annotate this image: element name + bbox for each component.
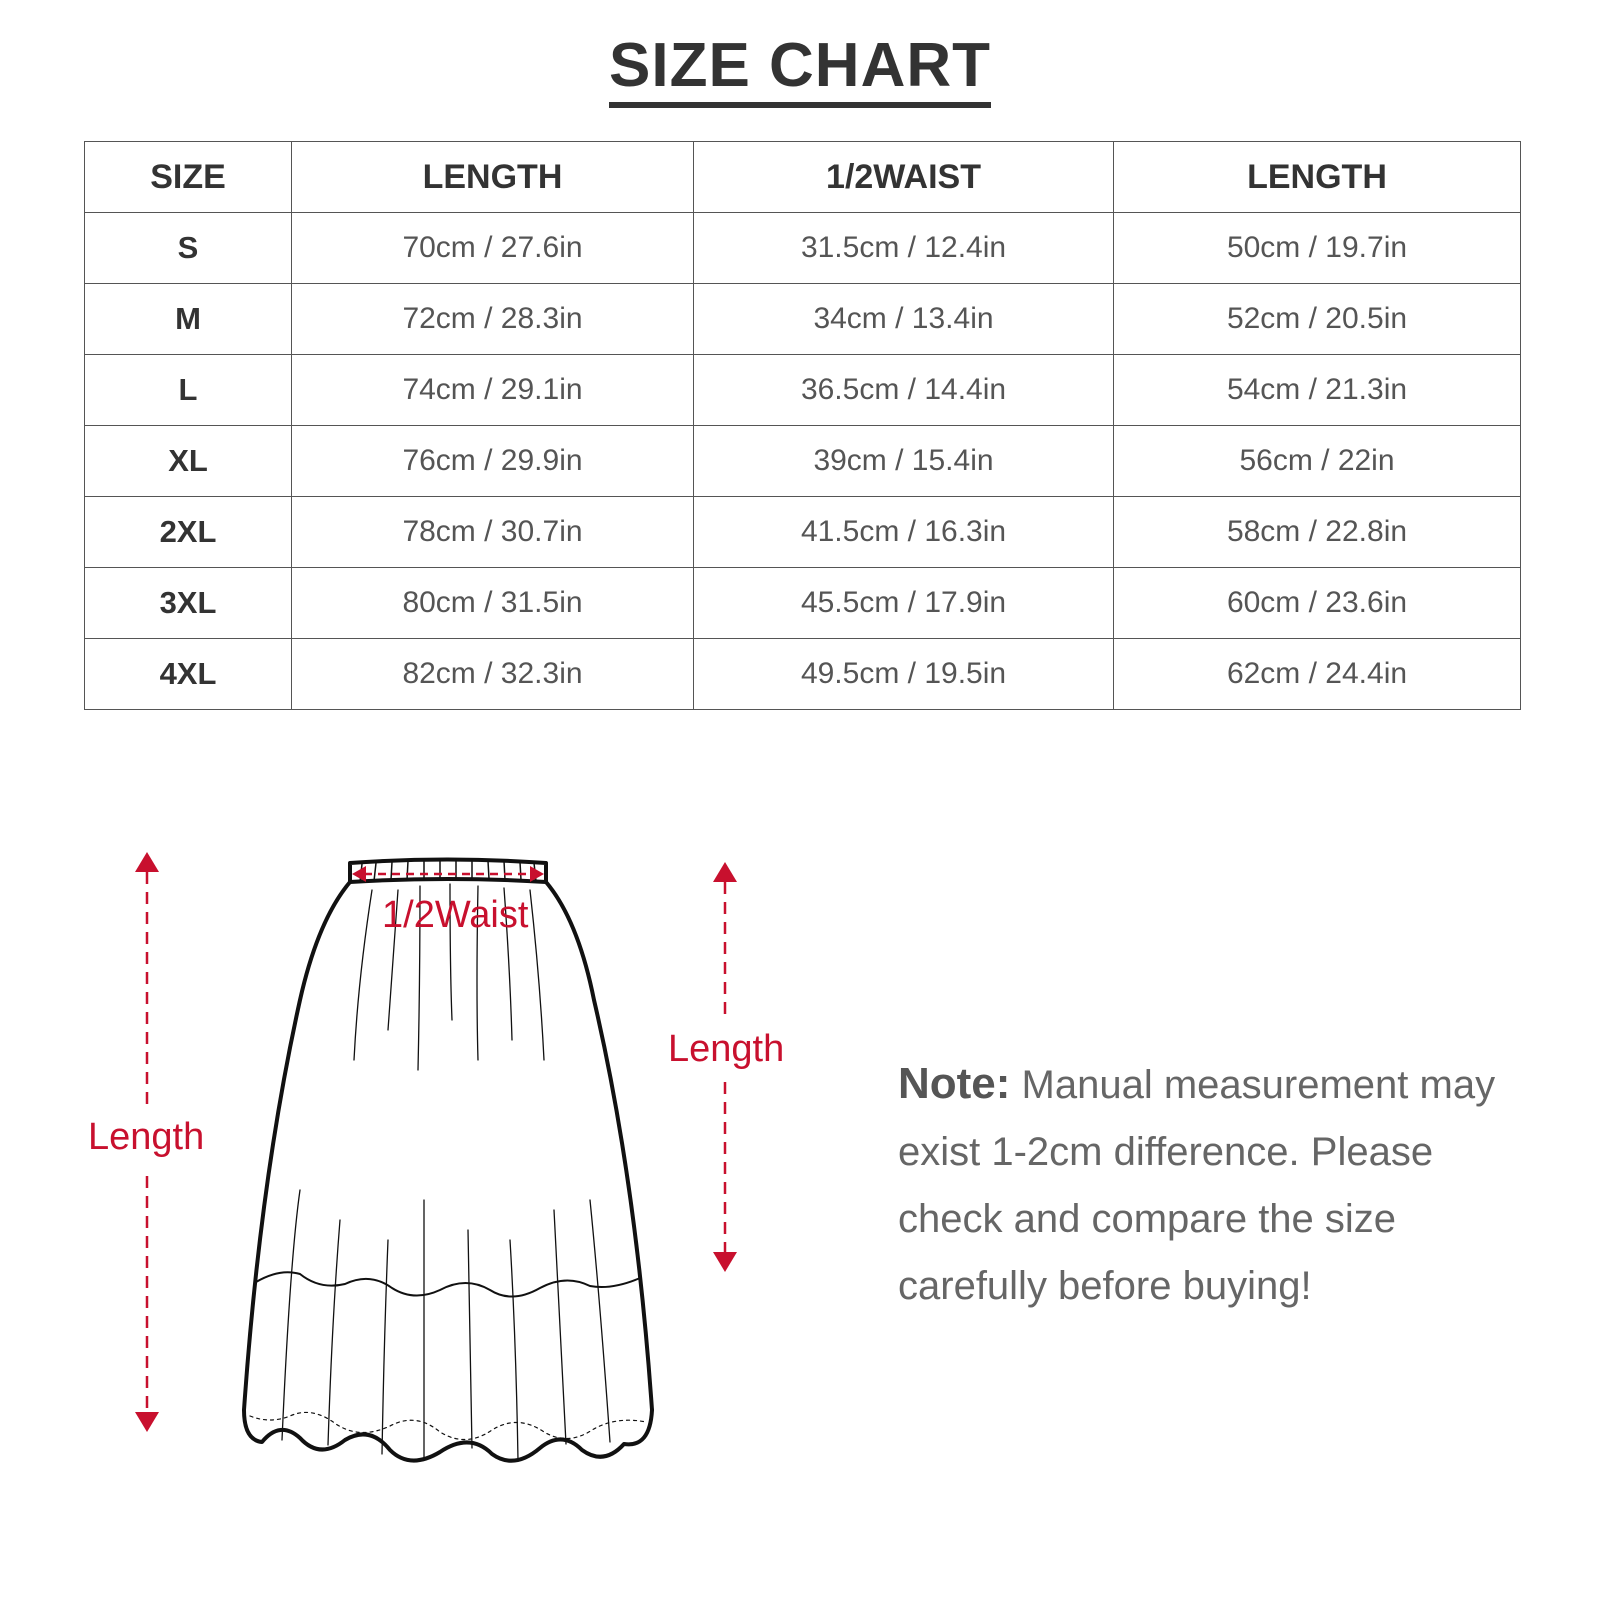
table-row (85, 213, 1521, 284)
note-text: Manual measurement may exist 1-2cm difference. Please check and compare the size carefully before buying! (898, 1063, 1496, 1308)
title-text: SIZE CHART (609, 31, 991, 108)
header-length: LENGTH (292, 142, 694, 213)
length-2-cell: 58cm / 22.8in (1114, 497, 1521, 568)
length-2-cell: 60cm / 23.6in (1114, 568, 1521, 639)
measurement-note (898, 1050, 1518, 1320)
table-row (85, 497, 1521, 568)
header-size: SIZE (85, 142, 292, 213)
size-cell: 4XL (85, 639, 292, 710)
length-cell: 70cm / 27.6in (292, 213, 694, 284)
table-row (85, 568, 1521, 639)
length-cell: 76cm / 29.9in (292, 426, 694, 497)
length-2-cell: 54cm / 21.3in (1114, 355, 1521, 426)
waist-cell: 41.5cm / 16.3in (694, 497, 1114, 568)
waist-cell: 31.5cm / 12.4in (694, 213, 1114, 284)
size-table (84, 141, 1521, 710)
table-row (85, 426, 1521, 497)
table-row (85, 355, 1521, 426)
waist-cell: 45.5cm / 17.9in (694, 568, 1114, 639)
length-2-cell: 52cm / 20.5in (1114, 284, 1521, 355)
waist-cell: 49.5cm / 19.5in (694, 639, 1114, 710)
length-cell: 80cm / 31.5in (292, 568, 694, 639)
half-waist-label: 1/2Waist (382, 894, 529, 936)
waist-cell: 39cm / 15.4in (694, 426, 1114, 497)
waist-cell: 36.5cm / 14.4in (694, 355, 1114, 426)
length-cell: 74cm / 29.1in (292, 355, 694, 426)
size-cell: L (85, 355, 292, 426)
waist-cell: 34cm / 13.4in (694, 284, 1114, 355)
length-cell: 82cm / 32.3in (292, 639, 694, 710)
length-2-cell: 50cm / 19.7in (1114, 213, 1521, 284)
table-header-row (85, 142, 1521, 213)
length-2-cell: 62cm / 24.4in (1114, 639, 1521, 710)
size-cell: 3XL (85, 568, 292, 639)
size-cell: M (85, 284, 292, 355)
table-row (85, 639, 1521, 710)
note-lead: Note: (898, 1059, 1011, 1108)
length-cell: 72cm / 28.3in (292, 284, 694, 355)
length-label-right: Length (668, 1028, 785, 1070)
header-half-waist: 1/2WAIST (694, 142, 1114, 213)
skirt-diagram (0, 820, 820, 1520)
length-cell: 78cm / 30.7in (292, 497, 694, 568)
size-cell: XL (85, 426, 292, 497)
length-label-left: Length (88, 1116, 205, 1158)
size-cell: 2XL (85, 497, 292, 568)
length-2-cell: 56cm / 22in (1114, 426, 1521, 497)
size-cell: S (85, 213, 292, 284)
table-row (85, 284, 1521, 355)
page-title (0, 30, 1600, 101)
header-length-2: LENGTH (1114, 142, 1521, 213)
